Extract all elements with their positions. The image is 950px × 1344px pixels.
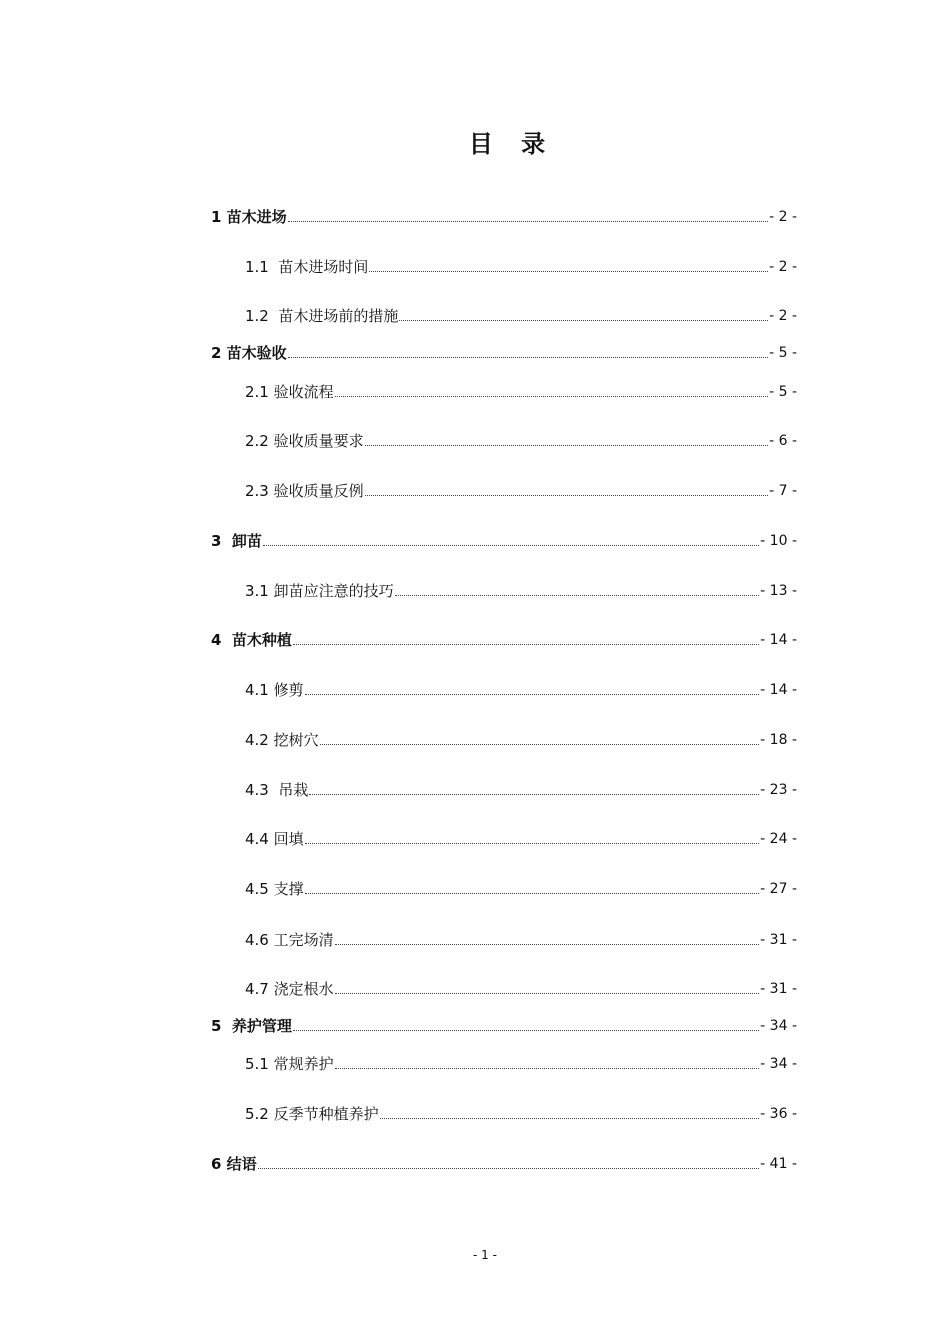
toc-entry-label: 4.2 挖树穴 — [245, 731, 319, 749]
toc-entry-page: - 6 - — [769, 433, 797, 449]
toc-entry-page: - 34 - — [760, 1018, 797, 1034]
toc-leader-dots — [305, 893, 760, 894]
toc-leader-dots — [365, 495, 768, 496]
toc-leader-dots — [320, 744, 760, 745]
toc-leader-dots — [258, 1168, 760, 1169]
toc-entry-page: - 14 - — [760, 682, 797, 698]
toc-leader-dots — [399, 320, 768, 321]
toc-entry[interactable] — [245, 302, 797, 326]
toc-entry-label: 4.6 工完场清 — [245, 931, 334, 949]
toc-entry-page: - 24 - — [760, 831, 797, 847]
toc-leader-dots — [335, 944, 760, 945]
toc-entry-page: - 34 - — [760, 1056, 797, 1072]
toc-entry[interactable] — [245, 427, 797, 451]
toc-entry-page: - 41 - — [760, 1156, 797, 1172]
toc-entry-label: 4.4 回填 — [245, 830, 304, 848]
toc-entry[interactable] — [245, 676, 797, 700]
toc-entry-page: - 2 - — [769, 308, 797, 324]
toc-leader-dots — [305, 843, 760, 844]
toc-entry-label: 4.7 浇定根水 — [245, 980, 334, 998]
toc-leader-dots — [380, 1118, 760, 1119]
toc-leader-dots — [369, 271, 768, 272]
page-title: 目 录 — [468, 130, 556, 158]
toc-entry-page: - 5 - — [769, 384, 797, 400]
toc-entry-label: 4.1 修剪 — [245, 681, 304, 699]
toc-entry[interactable] — [245, 926, 797, 950]
toc-entry-page: - 2 - — [769, 259, 797, 275]
toc-entry-page: - 31 - — [760, 932, 797, 948]
page-number: - 1 - — [473, 1248, 497, 1262]
toc-entry-page: - 23 - — [760, 782, 797, 798]
toc-entry-page: - 31 - — [760, 981, 797, 997]
toc-entry-label: 2.1 验收流程 — [245, 383, 334, 401]
toc-leader-dots — [263, 545, 759, 546]
toc-entry-label: 1.1 苗木进场时间 — [245, 258, 369, 276]
toc-entry[interactable] — [211, 626, 797, 650]
toc-leader-dots — [288, 221, 768, 222]
toc-entry-label: 6 结语 — [211, 1155, 257, 1173]
toc-leader-dots — [293, 1030, 759, 1031]
toc-entry[interactable] — [245, 577, 797, 601]
toc-entry[interactable] — [245, 253, 797, 277]
toc-entry[interactable] — [211, 527, 797, 551]
toc-entry[interactable] — [211, 339, 797, 363]
toc-entry-label: 4 苗木种植 — [211, 631, 292, 649]
toc-entry-page: - 13 - — [760, 583, 797, 599]
toc-leader-dots — [293, 644, 759, 645]
toc-entry[interactable] — [245, 825, 797, 849]
toc-entry-page: - 10 - — [760, 533, 797, 549]
toc-entry-page: - 18 - — [760, 732, 797, 748]
toc-entry[interactable] — [245, 726, 797, 750]
toc-entry[interactable] — [211, 1012, 797, 1036]
toc-entry[interactable] — [245, 378, 797, 402]
toc-entry-label: 1 苗木进场 — [211, 208, 287, 226]
toc-leader-dots — [305, 694, 760, 695]
toc-entry-page: - 7 - — [769, 483, 797, 499]
toc-entry-page: - 27 - — [760, 881, 797, 897]
toc-entry-page: - 5 - — [769, 345, 797, 361]
toc-entry[interactable] — [245, 477, 797, 501]
toc-leader-dots — [335, 396, 768, 397]
toc-entry[interactable] — [245, 776, 797, 800]
toc-leader-dots — [288, 357, 768, 358]
toc-entry-label: 4.3 吊栽 — [245, 781, 309, 799]
toc-leader-dots — [335, 1068, 760, 1069]
toc-entry-label: 2.2 验收质量要求 — [245, 432, 364, 450]
toc-entry-page: - 14 - — [760, 632, 797, 648]
toc-leader-dots — [365, 445, 768, 446]
toc-entry-label: 4.5 支撑 — [245, 880, 304, 898]
toc-entry-label: 2 苗木验收 — [211, 344, 287, 362]
toc-entry[interactable] — [245, 1050, 797, 1074]
toc-entry-page: - 36 - — [760, 1106, 797, 1122]
toc-entry-label: 5.2 反季节种植养护 — [245, 1105, 379, 1123]
toc-leader-dots — [309, 794, 759, 795]
toc-entry-label: 5 养护管理 — [211, 1017, 292, 1035]
toc-entry[interactable] — [211, 1150, 797, 1174]
toc-entry[interactable] — [245, 875, 797, 899]
toc-entry[interactable] — [245, 975, 797, 999]
toc-entry-page: - 2 - — [769, 209, 797, 225]
toc-entry[interactable] — [211, 203, 797, 227]
toc-entry-label: 1.2 苗木进场前的措施 — [245, 307, 399, 325]
toc-entry-label: 3 卸苗 — [211, 532, 262, 550]
toc-entry[interactable] — [245, 1100, 797, 1124]
toc-entry-label: 5.1 常规养护 — [245, 1055, 334, 1073]
toc-entry-label: 3.1 卸苗应注意的技巧 — [245, 582, 394, 600]
toc-leader-dots — [395, 595, 760, 596]
toc-entry-label: 2.3 验收质量反例 — [245, 482, 364, 500]
toc-leader-dots — [335, 993, 760, 994]
